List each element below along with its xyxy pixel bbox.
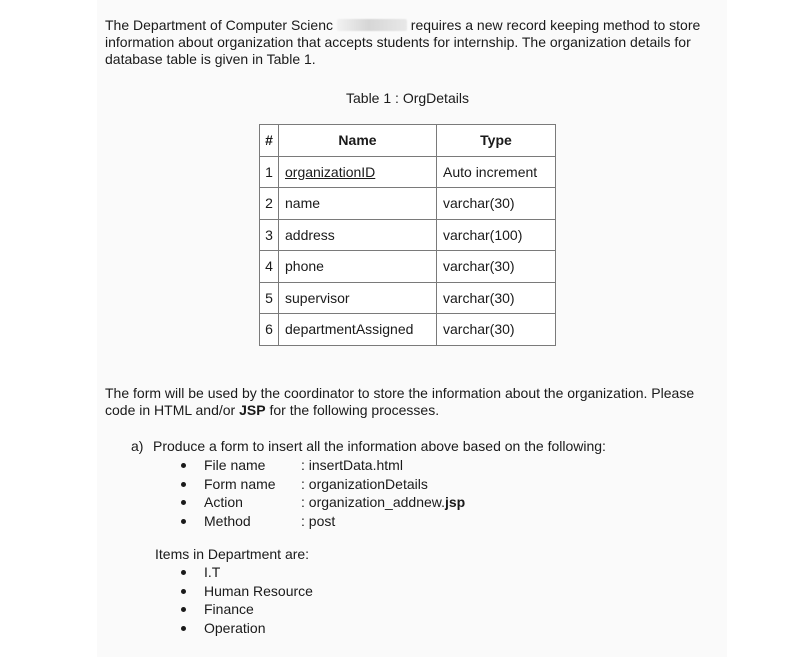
row-field-name: phone bbox=[279, 251, 437, 283]
table-header-row bbox=[260, 125, 556, 157]
table-row bbox=[260, 314, 556, 346]
row-field-type: varchar(100) bbox=[437, 219, 556, 251]
department-item: Operation bbox=[181, 619, 313, 638]
instructions-text: The form will be used by the coordinator to store the information about the organization. Please code in HTML and/or bbox=[105, 385, 695, 418]
table-row bbox=[260, 156, 556, 188]
task-a bbox=[131, 438, 606, 455]
intro-paragraph bbox=[105, 17, 725, 68]
row-field-type: varchar(30) bbox=[437, 314, 556, 346]
row-field-name: name bbox=[279, 188, 437, 220]
spec-value: : organization_addnew. bbox=[301, 494, 445, 510]
header-name: Name bbox=[279, 125, 437, 157]
spec-key: Method bbox=[204, 512, 251, 529]
department-list bbox=[181, 563, 313, 637]
table-row bbox=[260, 251, 556, 283]
table-caption: Table 1 : OrgDetails bbox=[346, 90, 469, 106]
task-label: a) bbox=[131, 438, 144, 454]
spec-value: : insertData.html bbox=[301, 457, 403, 473]
row-field-name: departmentAssigned bbox=[279, 314, 437, 346]
header-type: Type bbox=[437, 125, 556, 157]
spec-item-file-name bbox=[181, 456, 465, 475]
department-heading: Items in Department are: bbox=[155, 546, 310, 562]
table-row bbox=[260, 282, 556, 314]
row-field-name: address bbox=[279, 219, 437, 251]
intro-text-end: requires a new record keeping method to store information about organization that accepts students for internship. The organization details for database table is given in Table 1. bbox=[105, 17, 701, 67]
row-field-name: organizationID bbox=[279, 156, 437, 188]
spec-value: : post bbox=[301, 512, 336, 529]
row-num: 3 bbox=[260, 219, 279, 251]
row-num: 6 bbox=[260, 314, 279, 346]
instructions-paragraph bbox=[105, 385, 725, 419]
orgdetails-table bbox=[259, 124, 556, 346]
row-num: 5 bbox=[260, 282, 279, 314]
department-item: Human Resource bbox=[181, 582, 313, 601]
department-item: I.T bbox=[181, 563, 313, 582]
table-row bbox=[260, 188, 556, 220]
redacted-text bbox=[337, 19, 407, 31]
row-field-type: Auto increment bbox=[437, 156, 556, 188]
department-item: Finance bbox=[181, 600, 313, 619]
spec-item-action bbox=[181, 493, 465, 512]
row-num: 2 bbox=[260, 188, 279, 220]
row-num: 1 bbox=[260, 156, 279, 188]
spec-item-method bbox=[181, 512, 465, 531]
row-field-type: varchar(30) bbox=[437, 282, 556, 314]
task-text: Produce a form to insert all the information above based on the following: bbox=[153, 438, 606, 454]
row-num: 4 bbox=[260, 251, 279, 283]
spec-key: File name bbox=[204, 457, 266, 473]
form-spec-list bbox=[181, 456, 465, 530]
header-num: # bbox=[260, 125, 279, 157]
instructions-tail: for the following processes. bbox=[269, 402, 440, 418]
row-field-name: supervisor bbox=[279, 282, 437, 314]
spec-value-bold: jsp bbox=[445, 494, 466, 510]
spec-value: : organizationDetails bbox=[301, 475, 428, 492]
spec-item-form-name bbox=[181, 475, 465, 494]
table-row bbox=[260, 219, 556, 251]
row-field-type: varchar(30) bbox=[437, 188, 556, 220]
row-field-type: varchar(30) bbox=[437, 251, 556, 283]
intro-text-start: The Department of Computer Scienc bbox=[105, 17, 333, 33]
instructions-bold-jsp: JSP bbox=[239, 402, 266, 418]
spec-key: Action bbox=[204, 494, 243, 510]
spec-key: Form name bbox=[204, 475, 276, 492]
